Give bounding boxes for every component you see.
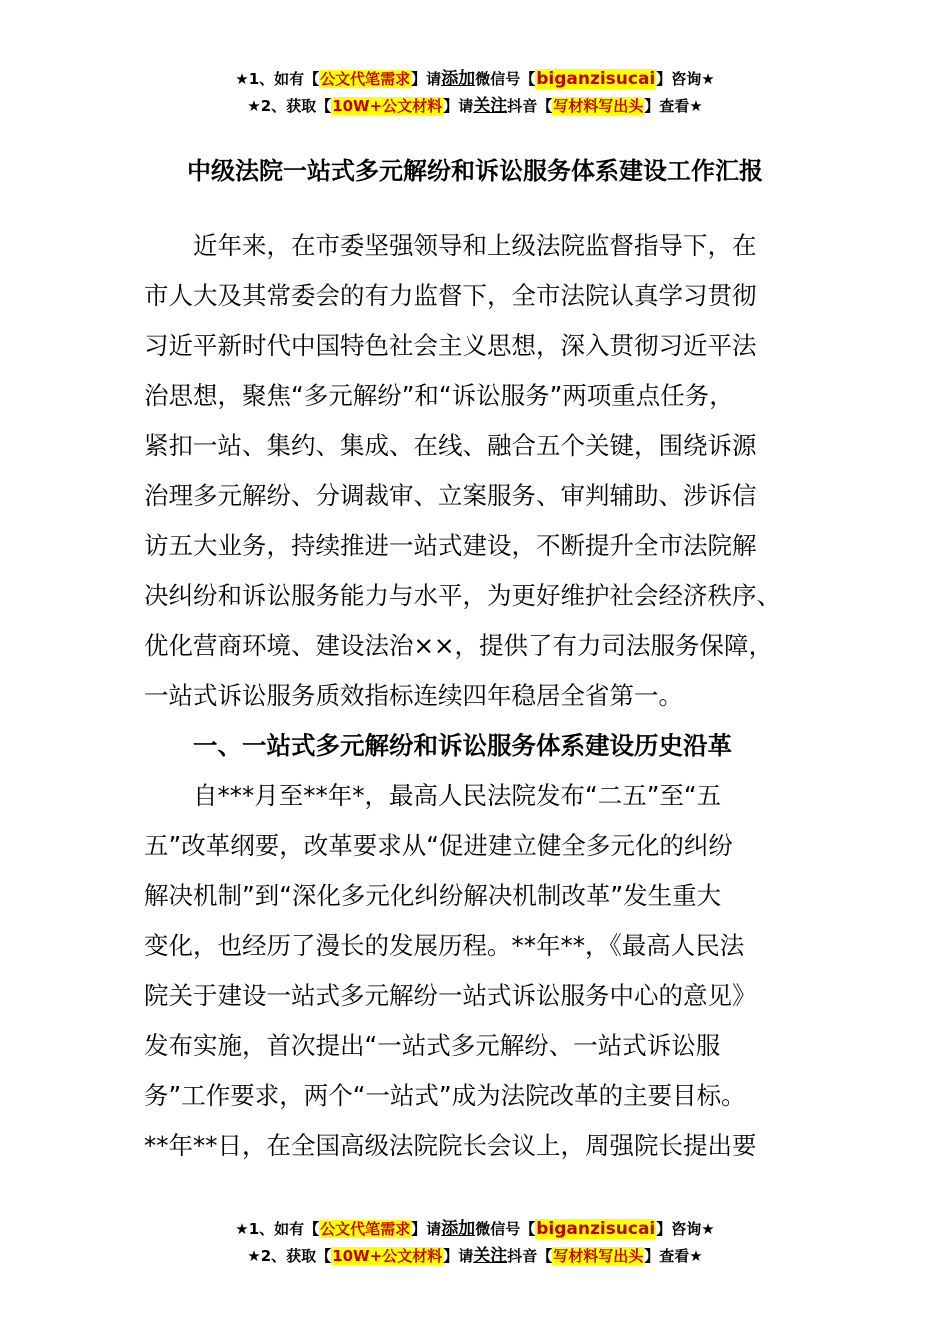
text-line: 市人大及其常委会的有力监督下，全市法院认真学习贯彻 — [144, 281, 757, 310]
highlight-douyin-account: 写材料写出头 — [553, 97, 644, 115]
text-line: 务”工作要求，两个“一站式”成为法院改革的主要目标。 — [144, 1081, 746, 1110]
banner-line-2: ★2、获取【10W+公文材料】请关注抖音【写材料写出头】查看★ — [247, 1246, 703, 1266]
text-line: 发布实施，首次提出“一站式多元解纷、一站式诉讼服 — [144, 1031, 721, 1060]
banner-line-1: ★1、如有【公文代笔需求】请添加微信号【biganzisucai】咨询★ — [235, 1219, 715, 1239]
section-heading-1 — [144, 721, 809, 771]
text-line: 院关于建设一站式多元解纷一站式诉讼服务中心的意见》 — [144, 981, 757, 1010]
text-line: 变化，也经历了漫长的发展历程。**年**，《最高人民法 — [144, 931, 745, 960]
highlight-service: 公文代笔需求 — [320, 1220, 411, 1238]
text-line: 解决机制”到“深化多元化纠纷解决机制改革”发生重大 — [144, 881, 722, 910]
paragraph-history — [144, 771, 809, 1171]
text-line: 一站式诉讼服务质效指标连续四年稳居全省第一。 — [144, 681, 683, 710]
highlight-materials: 10W+公文材料 — [332, 97, 443, 115]
footer-banner — [0, 1216, 950, 1270]
document-body — [144, 221, 809, 1171]
text-line: **年**日，在全国高级法院院长会议上，周强院长提出要 — [144, 1131, 757, 1160]
text-line: 治理多元解纷、分调裁审、立案服务、审判辅助、涉诉信 — [144, 481, 757, 510]
text-line: 自***月至**年*，最高人民法院发布“二五”至“五 — [193, 781, 722, 810]
text-line: 近年来，在市委坚强领导和上级法院监督指导下，在 — [193, 231, 757, 260]
banner-line-1: ★1、如有【公文代笔需求】请添加微信号【biganzisucai】咨询★ — [235, 69, 715, 89]
banner-line-2: ★2、获取【10W+公文材料】请关注抖音【写材料写出头】查看★ — [247, 96, 703, 116]
text-line: 五”改革纲要，改革要求从“促进建立健全多元化的纠纷 — [144, 831, 733, 860]
text-line: 习近平新时代中国特色社会主义思想，深入贯彻习近平法 — [144, 331, 757, 360]
text-line: 访五大业务，持续推进一站式建设，不断提升全市法院解 — [144, 531, 757, 560]
highlight-wechat-id: biganzisucai — [536, 1219, 656, 1239]
document-title: 中级法院一站式多元解纷和诉讼服务体系建设工作汇报 — [187, 157, 763, 185]
heading-text: 一、一站式多元解纷和诉讼服务体系建设历史沿革 — [193, 731, 732, 760]
header-banner — [0, 66, 950, 120]
text-line: 优化营商环境、建设法治××，提供了有力司法服务保障， — [144, 631, 774, 660]
text-line: 决纠纷和诉讼服务能力与水平，为更好维护社会经济秩序、 — [144, 581, 781, 610]
text-line: 治思想，聚焦“多元解纷”和“诉讼服务”两项重点任务， — [144, 381, 734, 410]
text-line: 紧扣一站、集约、集成、在线、融合五个关键，围绕诉源 — [144, 431, 757, 460]
paragraph-intro — [144, 221, 809, 721]
highlight-service: 公文代笔需求 — [320, 70, 411, 88]
highlight-wechat-id: biganzisucai — [536, 69, 656, 89]
highlight-douyin-account: 写材料写出头 — [553, 1247, 644, 1265]
highlight-materials: 10W+公文材料 — [332, 1247, 443, 1265]
